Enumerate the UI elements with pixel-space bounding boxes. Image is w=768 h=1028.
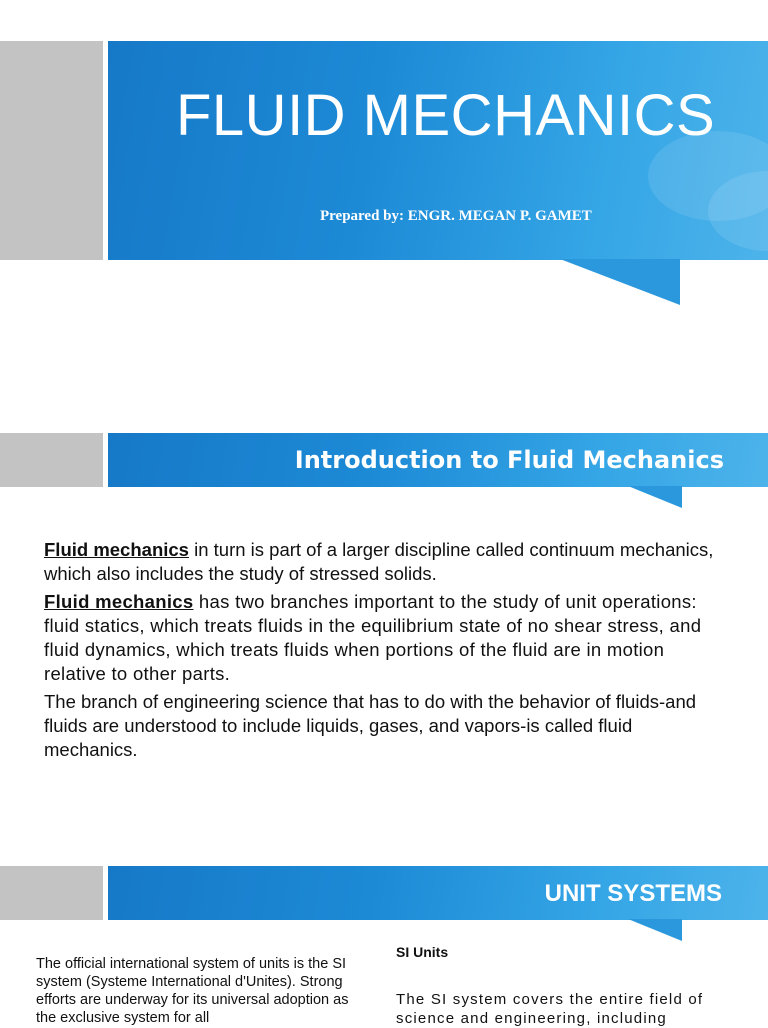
slide-title: FLUID MECHANICS bbox=[176, 83, 716, 148]
units-banner-tail bbox=[628, 919, 682, 943]
title-gray-block bbox=[0, 41, 103, 260]
units-gray-block bbox=[0, 866, 103, 920]
prepared-by: Prepared by: ENGR. MEGAN P. GAMET bbox=[320, 208, 592, 224]
units-left-text: The official international system of units is the SI system (Systeme International d'Unites). Strong efforts are underway for its universal adoption as the exclusive system for all bbox=[36, 956, 349, 1026]
intro-gray-block bbox=[0, 433, 103, 487]
paragraph-1 bbox=[44, 538, 720, 586]
intro-title: Introduction to Fluid Mechanics bbox=[294, 446, 724, 474]
intro-banner-tail bbox=[628, 486, 682, 510]
title-banner bbox=[108, 41, 768, 260]
units-title: UNIT SYSTEMS bbox=[544, 880, 722, 907]
paragraph-1-text: in turn is part of a larger discipline called continuum mechanics, which also includes the study of stressed solids. bbox=[44, 539, 714, 584]
units-right-text: The SI system covers the entire field of science and engineering, including bbox=[396, 991, 704, 1027]
title-banner-tail bbox=[560, 259, 680, 307]
term-fluid-mechanics: Fluid mechanics bbox=[44, 539, 189, 560]
term-fluid-mechanics: Fluid mechanics bbox=[44, 591, 194, 612]
paragraph-2-text: has two branches important to the study of unit operations: fluid statics, which treats fluids in the equilibrium state of no shear stress, and fluid dynamics, which treats fluids when portions of the fluid are in motion relative to other parts. bbox=[44, 591, 702, 684]
paragraph-3: The branch of engineering science that has to do with the behavior of fluids-and fluids are understood to include liquids, gases, and vapors-is called fluid mechanics. bbox=[44, 691, 697, 760]
paragraph-2 bbox=[44, 590, 720, 686]
si-units-heading: SI Units bbox=[396, 944, 449, 960]
